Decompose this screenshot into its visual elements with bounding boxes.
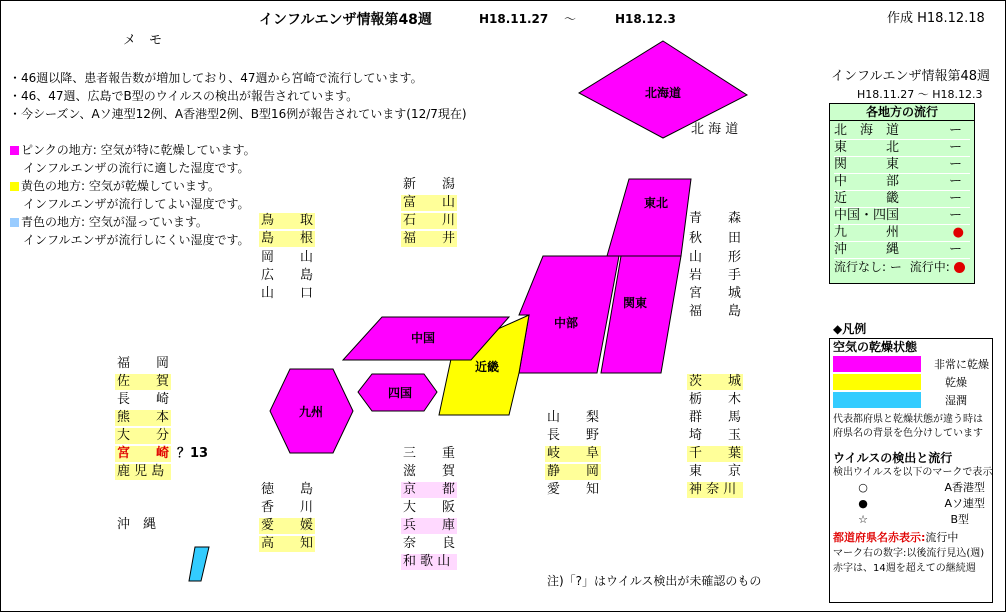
humidity-title: 空気の乾燥状態 [833,340,918,354]
blue-swatch [833,392,921,408]
region-row-tohoku: 東 北 ー [834,140,970,157]
pref-nagano: 長 野 [547,428,599,443]
pink-swatch [833,356,921,372]
pref-hiroshima: 広 島 [261,268,313,283]
memo-line-1: ・46週以降、患者報告数が増加しており、47週から宮崎で流行しています。 [9,71,423,85]
pref-kagoshima: 鹿 児 島 [115,464,171,480]
chugoku-region-label: 中国 [410,331,436,345]
red-name-note: 都道府県名赤表示:流行中 [833,531,959,544]
number-note: マーク右の数字:以後流行見込(週) [833,548,985,559]
pref-nara: 奈 良 [403,536,455,551]
pref-saitama: 埼 玉 [689,428,741,443]
kyushu-region-label: 九州 [298,405,324,419]
region-row-chugoku-shikoku: 中国・四国 ー [834,208,970,225]
pref-yamanashi: 山 梨 [547,410,599,425]
region-row-chubu: 中 部 ー [834,174,970,191]
okinawa-region[interactable] [189,547,209,581]
pref-kyoto: 京 都 [403,482,455,497]
filled-circle-icon: ● [858,497,868,510]
pref-hokkaido: 北 海 道 [691,122,739,137]
chubu-region-label: 中部 [553,316,579,330]
side-dates: H18.11.27 〜 H18.12.3 [857,88,983,101]
pref-akita: 秋 田 [689,231,741,246]
kanto-region-label: 関東 [622,296,648,310]
date-to: H18.12.3 [615,12,676,26]
active-dot-icon [954,262,965,273]
date-tilde: 〜 [564,12,577,26]
pref-saga: 佐 賀 [117,374,169,389]
pref-tokushima: 徳 島 [261,482,313,497]
red-number-note: 赤字は、14週を超えての継続週 [833,563,976,574]
pref-tochigi: 栃 木 [689,392,741,407]
status-legend-active: 流行中: [909,260,950,274]
memo-heading: メ モ [123,33,163,48]
pref-okinawa: 沖 縄 [117,517,157,532]
pref-fukuoka: 福 岡 [117,356,169,371]
pref-kagawa: 香 川 [261,500,313,515]
mark-a-hk: ○ A香港型 [833,480,989,496]
pref-kumamoto: 熊 本 [117,410,169,425]
blue-sub: インフルエンザが流行しにくい湿度です。 [23,233,250,247]
kinki-region-label: 近畿 [474,360,500,374]
mark-a-sov: ● Aソ連型 [833,496,989,512]
mark-b: ☆ B型 [833,512,989,528]
report-title: インフルエンザ情報第48週 [259,12,432,28]
region-status-heading: 各地方の流行 [830,104,974,121]
star-icon: ☆ [858,513,868,526]
virus-sub: 検出ウイルスを以下のマークで表示 [833,467,993,478]
pref-hyogo: 兵 庫 [403,518,455,533]
pref-okayama: 岡 山 [261,250,313,265]
status-legend [834,259,970,275]
legend-heading: ◆凡例 [833,322,867,336]
region-status-panel [829,103,975,284]
pref-oita: 大 分 [117,428,169,443]
legend-dry: 乾燥 [833,373,989,391]
region-row-kanto: 関 東 ー [834,157,970,174]
pref-osaka: 大 阪 [403,500,455,515]
created-date: 作成 H18.12.18 [887,11,985,26]
pref-tottori: 鳥 取 [261,213,313,228]
pink-sub: インフルエンザの流行に適した湿度です。 [23,161,250,175]
pref-chiba: 千 葉 [689,446,741,461]
pref-iwate: 岩 手 [689,268,741,283]
pref-gunma: 群 馬 [689,410,741,425]
pref-shizuoka: 静 岡 [547,464,599,479]
status-legend-none: 流行なし: ー [834,260,902,274]
pref-shimane: 島 根 [261,231,313,246]
side-title: インフルエンザ情報第48週 [831,69,991,84]
pref-yamaguchi: 山 口 [261,286,313,301]
pref-fukushima: 福 島 [689,304,741,319]
date-from: H18.11.27 [479,12,549,26]
footnote: 注)「?」はウイルス検出が未確認のもの [547,574,762,588]
miyazaki-virus-mark: ？13 [177,446,209,461]
pref-aichi: 愛 知 [547,482,599,497]
legend-humid: 湿潤 [833,391,989,409]
memo-line-2: ・46、47週、広島でB型のウイルスの検出が報告されています。 [9,89,359,103]
yellow-sub: インフルエンザが流行してよい湿度です。 [23,197,250,211]
virus-title: ウイルスの検出と流行 [833,451,953,465]
hokkaido-region-label: 北海道 [644,86,682,100]
yellow-label: 黄色の地方: 空気が乾燥しています。 [21,179,220,193]
region-row-kyushu: 九 州 ● [834,225,970,242]
pref-miyagi: 宮 城 [689,286,741,301]
pref-kanagawa: 神 奈 川 [687,482,743,498]
pref-shiga: 滋 賀 [403,464,455,479]
pref-ehime: 愛 媛 [261,518,313,533]
tohoku-region-label: 東北 [643,196,669,210]
pref-tokyo: 東 京 [689,464,741,479]
pref-mie: 三 重 [403,446,455,461]
open-circle-icon: ○ [858,481,868,494]
pink-label: ピンクの地方: 空気が特に乾燥しています。 [21,143,256,157]
region-row-hokkaido: 北 海 道 ー [834,123,970,140]
pref-kochi: 高 知 [261,536,313,551]
pref-aomori: 青 森 [689,211,741,226]
region-row-okinawa: 沖 縄 ー [834,242,970,259]
region-row-kinki: 近 畿 ー [834,191,970,208]
yellow-swatch [833,374,921,390]
pref-gifu: 岐 阜 [547,446,599,461]
pref-miyazaki: 宮 崎 [117,446,169,461]
legend-note-1: 代表都府県と乾燥状態が違う時は [833,414,983,425]
pref-toyama: 富 山 [403,195,455,210]
pref-yamagata: 山 形 [689,250,741,265]
pref-nagasaki: 長 崎 [117,392,169,407]
legend-note-2: 府県名の背景を色分けしています [833,428,983,439]
blue-label: 青色の地方: 空気が湿っています。 [21,215,208,229]
legend-very-dry: 非常に乾燥 [833,355,989,373]
tohoku-region[interactable] [607,179,691,256]
memo-line-3: ・今シーズン、Aソ連型12例、A香港型2例、B型16例が報告されています(12/7現在) [9,107,467,121]
legend-panel [829,338,993,603]
pref-fukui: 福 井 [403,231,455,246]
pref-ishikawa: 石 川 [403,213,455,228]
shikoku-region-label: 四国 [387,386,413,400]
pref-wakayama: 和 歌 山 [401,554,457,570]
pref-ibaraki: 茨 城 [689,374,741,389]
pref-niigata: 新 潟 [403,177,455,192]
